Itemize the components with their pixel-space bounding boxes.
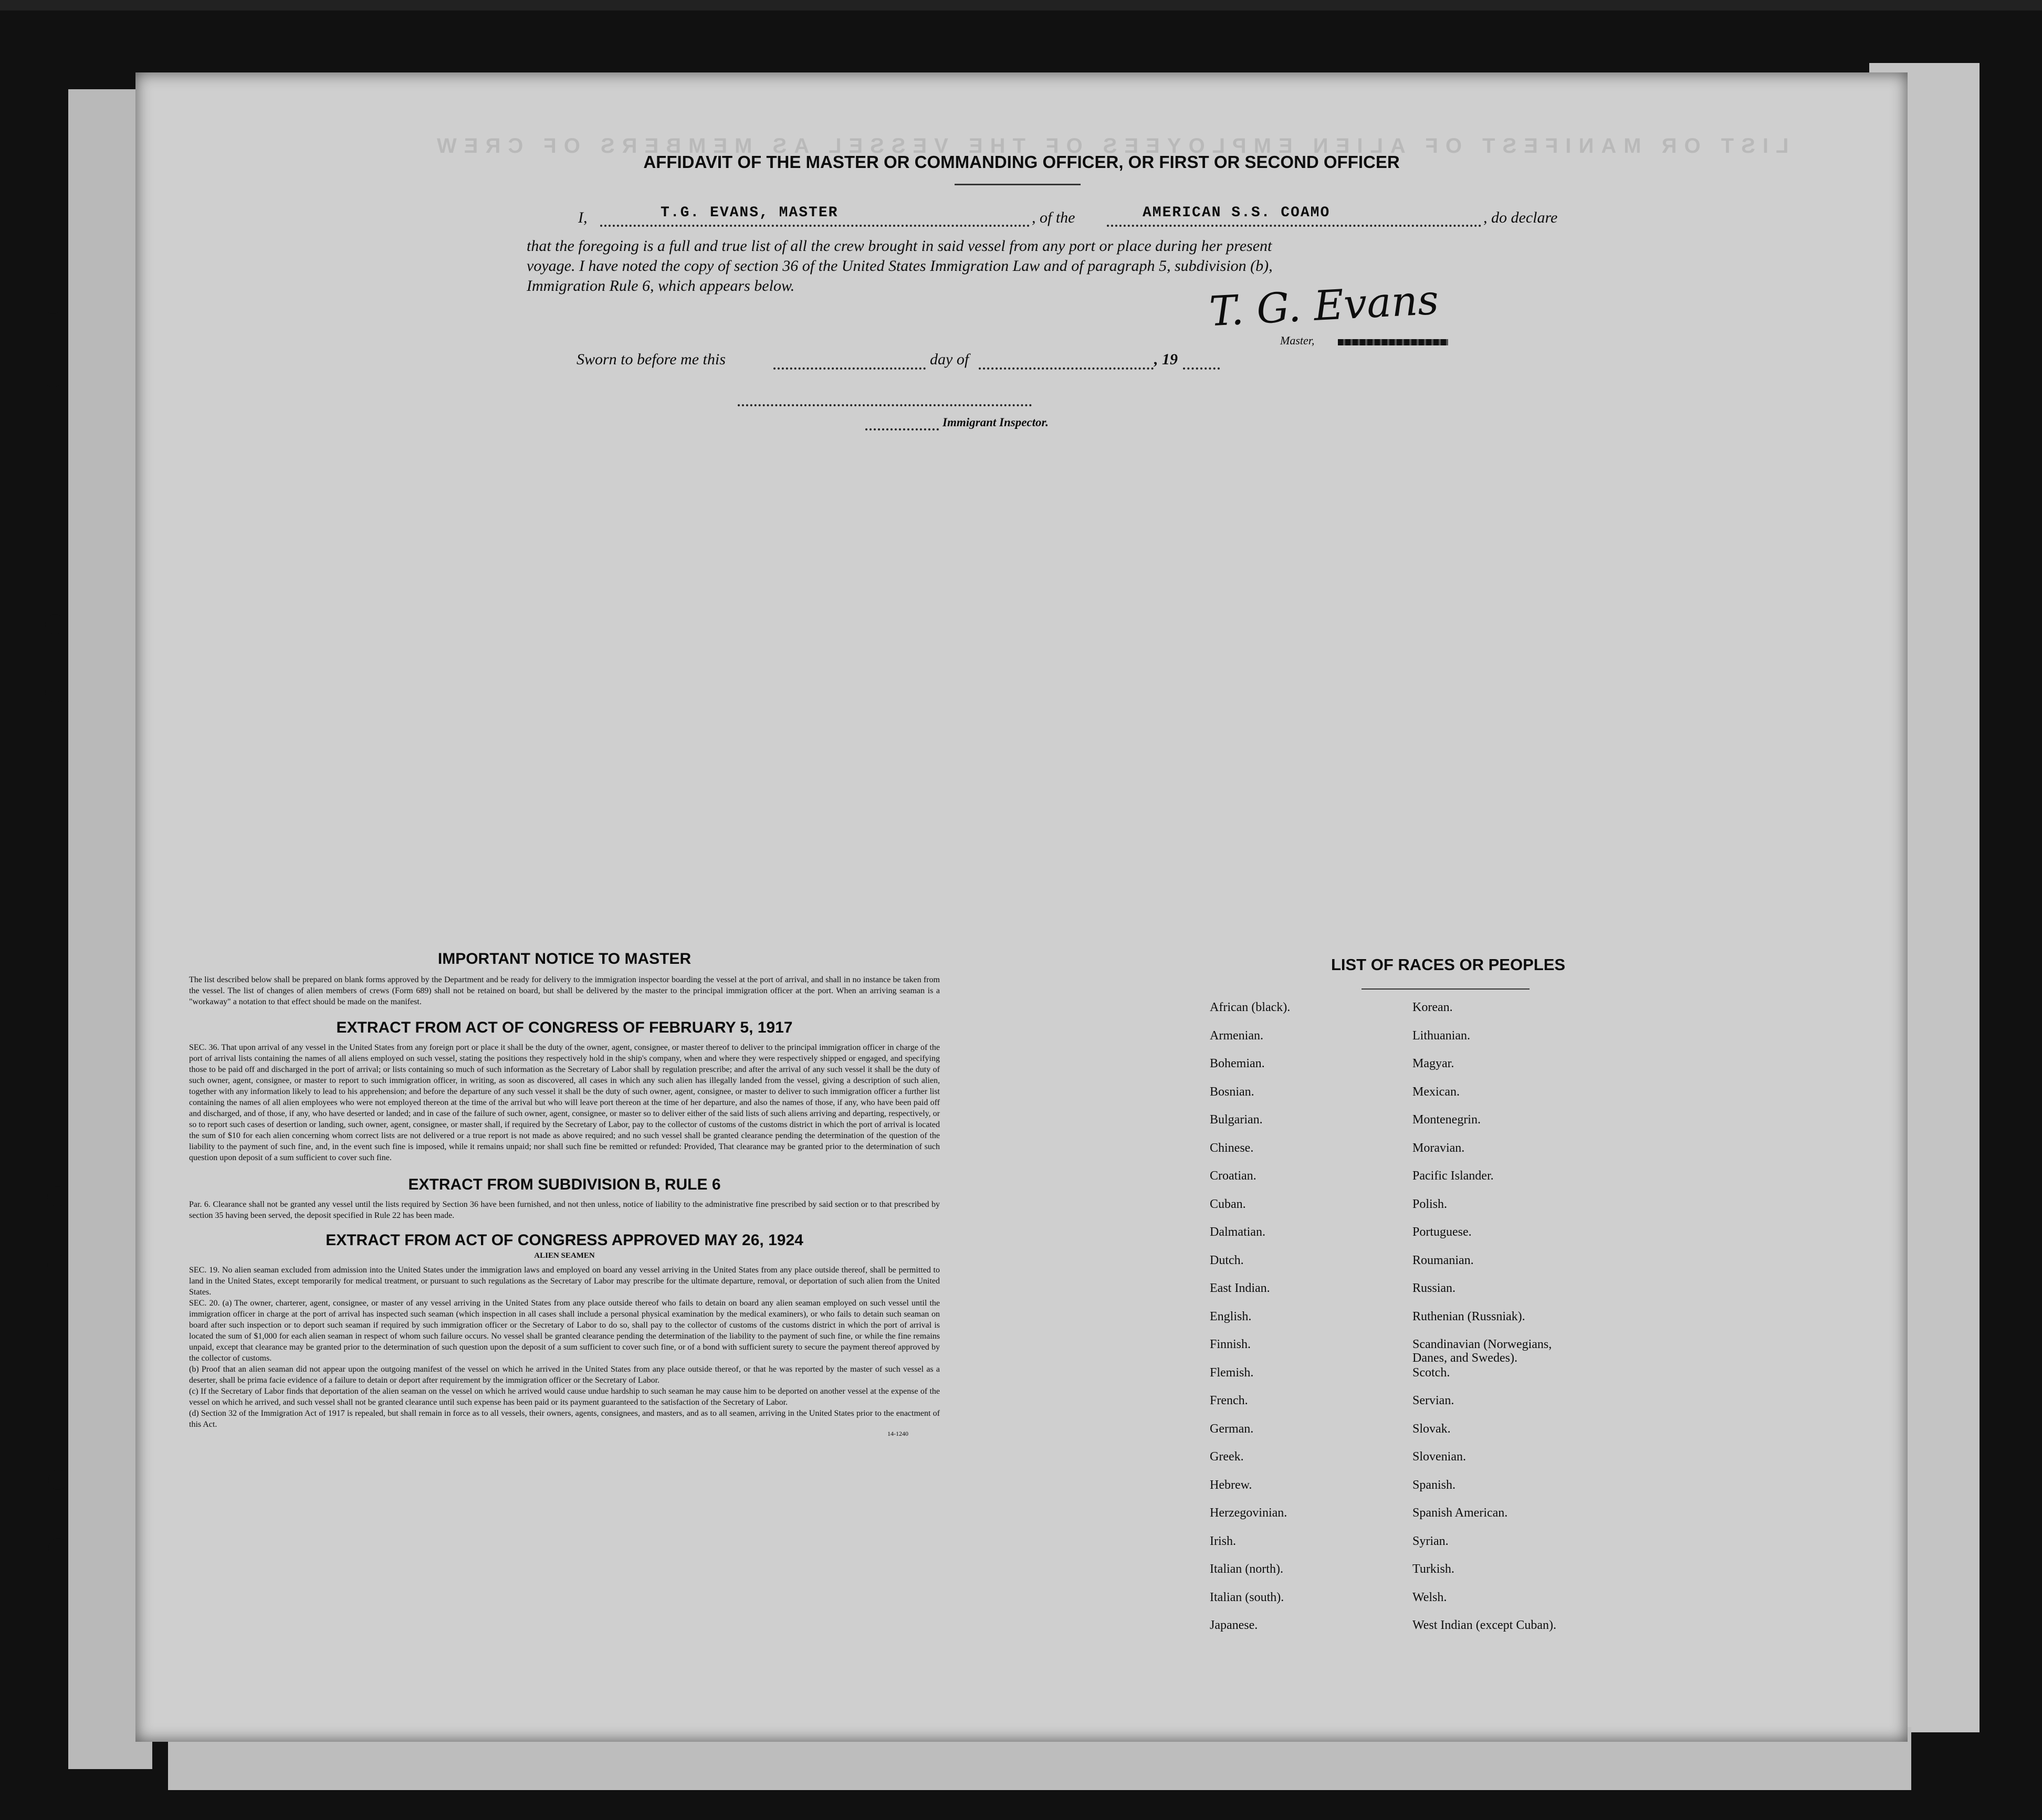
master-signature: T. G. Evans: [1208, 276, 1440, 336]
master-name-line: [600, 225, 1030, 227]
vessel-name-field: AMERICAN S.S. COAMO: [1143, 205, 1331, 221]
race-item: Moravian.: [1412, 1141, 1465, 1155]
race-item: Scandinavian (Norwegians, Danes, and Swedes).: [1412, 1338, 1552, 1365]
sworn-label: Sworn to before me this: [577, 351, 726, 368]
race-item: Bosnian.: [1210, 1085, 1254, 1099]
race-item: Montenegrin.: [1412, 1113, 1481, 1127]
races-title: LIST OF RACES OR PEOPLES: [1331, 955, 1566, 974]
legal-notices-column: [189, 950, 940, 1438]
race-item: Slovak.: [1412, 1422, 1451, 1436]
races-title-underline: [1362, 988, 1530, 990]
races-left-column: [1210, 1001, 1430, 1647]
race-item: Spanish.: [1412, 1478, 1456, 1492]
notice-body: The list described below shall be prepared on blank forms approved by the Department and be ready for delivery to the immigration inspector boarding the vessel at the port of arrival, and shall in no instance be taken from the vessel. The list of changes of alien members of crews (Form 689) shall not be retained on board, but shall be delivered by the master to the principal immigration officer at the port. When an arriving seaman is a "workaway" a notation to that effect should be made on the manifest.: [189, 975, 940, 1006]
binding-hole: [45, 682, 65, 702]
binding-hole: [43, 294, 63, 314]
extract-1917-title: EXTRACT FROM ACT OF CONGRESS OF FEBRUARY 5, 1917: [336, 1019, 793, 1036]
do-declare-label: , do declare: [1483, 209, 1558, 226]
race-item: Greek.: [1210, 1450, 1244, 1464]
inspector-prefix-line: [865, 428, 939, 430]
inspector-label: Immigrant Inspector.: [943, 416, 1049, 429]
scan-edge-top: [0, 0, 2042, 10]
binding-hole: [47, 1186, 67, 1206]
extract-1924-title: EXTRACT FROM ACT OF CONGRESS APPROVED MAY 26, 1924: [326, 1232, 803, 1249]
race-item: Servian.: [1412, 1394, 1454, 1407]
race-item: Chinese.: [1210, 1141, 1254, 1155]
affidavit-pronoun: I,: [578, 209, 588, 226]
race-item: East Indian.: [1210, 1281, 1270, 1295]
sec20c-text: (c) If the Secretary of Labor finds that deportation of the alien seaman on the vessel on which he arrived would cause undue hardship to such seaman he may cause him to be deported on another vessel at the expense of the vessel on which he arrived, and such vessel shall not be granted clearance until such expense has been paid or its payment guaranteed to the satisfaction of the Secretary of Labor.: [189, 1387, 940, 1407]
race-item: Hebrew.: [1210, 1478, 1252, 1492]
extract-1917-body: SEC. 36. That upon arrival of any vessel in the United States from any foreign port or place it shall be the duty of the owner, agent, consignee, or master thereof to deliver to the principal immigration officer in charge of the port of arrival lists containing the names of all aliens employed on such vessel, stating the positions they respectively hold in the ship's company, when and where they were respectively shipped or engaged, and specifying those to be paid off and discharged in the port of arrival; or lists containing so much of such information as the Secretary of Labor shall by regulation prescribe; and after the arrival of any such vessel it shall be the duty of such owner, agent, consignee, or master to report to such immigration officer, in writing, as soon as discovered, all cases in which any such alien has illegally landed from the vessel, giving a description of such alien, together with any information likely to lead to his apprehension; and before the departure of any such vessel it shall be the duty of such owner, agent, consignee, or master to deliver to such immigration officer a further list containing the names of all alien employees who were not employed thereon at the time of the arrival but who will leave port thereon at the time of her departure, and also the names of those, if any, who have been paid off and discharged, and of those, if any, who have deserted or landed; and in case of the failure of such owner, agent, consignee, or master so to deliver either of the said lists of such aliens arriving and departing, respectively, or so to report such cases of desertion or landing, such owner, agent, consignee, or master shall, if required by the Secretary of Labor, pay to the collector of customs of the customs district in which the port of arrival is located the sum of $10 for each alien concerning whom correct lists are not delivered or a true report is not made as above required; and no such vessel shall be granted clearance pending the determination of the question of the liability to the payment of such fine, and, in the event such fine is imposed, while it remains unpaid; nor shall such fine be remitted or refunded: Provided, That clearance may be granted prior to the determination of such question upon deposit of a sum sufficient to cover such fine.: [189, 1043, 940, 1162]
sec19-text: SEC. 19. No alien seaman excluded from admission into the United States under the immigration laws and employed on board any vessel arriving in the United States from any place outside thereof, shall be permitted to land in the United States, except temporarily for medical treatment, or pursuant to such regulations as the Secretary of Labor may prescribe for the ultimate departure, removal, or deportation of such alien from the United States.: [189, 1266, 940, 1297]
race-item: Roumanian.: [1412, 1253, 1474, 1267]
race-item: Mexican.: [1412, 1085, 1460, 1099]
race-item: Syrian.: [1412, 1534, 1449, 1548]
race-item: Japanese.: [1210, 1618, 1258, 1632]
sworn-day-line: [773, 367, 926, 370]
title-underline: [955, 184, 1081, 185]
race-item: Russian.: [1412, 1281, 1456, 1295]
race-item: Pacific Islander.: [1412, 1169, 1494, 1183]
affidavit-line-2: that the foregoing is a full and true list of all the crew brought in said vessel from any port or place during her present: [527, 237, 1272, 255]
race-item: Portuguese.: [1412, 1225, 1472, 1239]
sec20d-text: (d) Section 32 of the Immigration Act of 1917 is repealed, but shall remain in force as to all vessels, their owners, agents, consignees, and masters, and as to all seamen, arriving in the United States prior to the enactment of this Act.: [189, 1409, 940, 1429]
race-item: Spanish American.: [1412, 1506, 1508, 1520]
race-item: French.: [1210, 1394, 1248, 1407]
binding-hole: [48, 1470, 68, 1490]
signature-role: Master,: [1280, 334, 1315, 347]
race-item: Flemish.: [1210, 1365, 1254, 1380]
struck-officer-title: [1338, 339, 1448, 345]
race-item: English.: [1210, 1309, 1252, 1323]
sec20b-text: (b) Proof that an alien seaman did not appear upon the outgoing manifest of the vessel on which he arrived in the United States from any place outside thereof, or that he was reported by the master of such vessel as a deserter, shall be prima facie evidence of a failure to detain or deport after requirement by the immigration officer or the Secretary of Labor.: [189, 1365, 940, 1385]
sworn-month-line: [979, 367, 1154, 370]
affidavit-title: AFFIDAVIT OF THE MASTER OR COMMANDING OFFICER, OR FIRST OR SECOND OFFICER: [643, 152, 1400, 172]
race-item: Welsh.: [1412, 1590, 1447, 1604]
binding-hole: [43, 367, 63, 387]
day-of-label: day of: [930, 351, 969, 368]
race-item: Italian (south).: [1210, 1590, 1284, 1604]
race-item: Herzegovinian.: [1210, 1506, 1287, 1520]
race-item: Armenian.: [1210, 1028, 1263, 1043]
sec20a-text: SEC. 20. (a) The owner, charterer, agent, consignee, or master of any vessel arriving in the United States from any place outside thereof who fails to detain on board any alien seaman employed on such vessel until the immigration officer in charge at the port of arrival has inspected such seaman (which inspection in all cases shall include a personal physical examination by the medical examiners), or who fails to detain such seaman on board after such inspection or to deport such seaman if required by such immigration officer or the Secretary of Labor to do so, shall pay to the collector of customs of the customs district in which the port of arrival is located the sum of $1,000 for each alien seaman in respect of whom such failure occurs. No vessel shall be granted clearance pending the determination of the liability to the payment of such fine, or while the fine remains unpaid, except that clearance may be granted prior to the determination of such question upon the deposit of a sum sufficient to cover such fine, or of a bond with sufficient surety to secure the payment thereof approved by the collector of customs.: [189, 1299, 940, 1363]
race-item: Bohemian.: [1210, 1057, 1265, 1070]
race-item: Scotch.: [1412, 1365, 1450, 1380]
extract-1924-subtitle: ALIEN SEAMEN: [534, 1251, 595, 1260]
race-item: Dutch.: [1210, 1253, 1244, 1267]
binding-hole: [45, 614, 65, 634]
inspector-signature-line: [738, 404, 1032, 406]
sworn-year-line: [1183, 367, 1220, 370]
affidavit-line-3: voyage. I have noted the copy of section 36 of the United States Immigration Law and of paragraph 5, subdivision (b),: [527, 257, 1273, 275]
of-the-label: , of the: [1032, 209, 1075, 226]
race-item: Finnish.: [1210, 1338, 1251, 1351]
extract-rule6-body: Par. 6. Clearance shall not be granted any vessel until the lists required by Section 36 have been furnished, and not then unless, notice of liability to the administrative fine prescribed by said section or to that prescribed by section 35 having been served, the deposit specified in Rule 22 has been made.: [189, 1200, 940, 1220]
race-item: Irish.: [1210, 1534, 1236, 1548]
manifest-sheet: [135, 72, 1908, 1742]
affidavit-line-4: Immigration Rule 6, which appears below.: [527, 277, 795, 294]
year-prefix: , 19: [1154, 351, 1178, 368]
race-item: German.: [1210, 1422, 1254, 1436]
race-item: Turkish.: [1412, 1562, 1454, 1576]
bleed-through-text: LIST OR MANIFEST OF ALIEN EMPLOYEES OF THE VESSEL AS MEMBERS OF CREW: [430, 134, 1789, 157]
binding-hole: [47, 1255, 67, 1275]
race-item: Magyar.: [1412, 1057, 1454, 1070]
race-item: Slovenian.: [1412, 1450, 1466, 1464]
race-item: Dalmatian.: [1210, 1225, 1265, 1239]
race-item: Korean.: [1412, 1001, 1453, 1014]
race-item: Italian (north).: [1210, 1562, 1283, 1576]
race-item: Cuban.: [1210, 1197, 1246, 1211]
race-item: Bulgarian.: [1210, 1113, 1263, 1127]
race-item: West Indian (except Cuban).: [1412, 1618, 1556, 1632]
race-item: Lithuanian.: [1412, 1028, 1470, 1043]
form-number: 14-1240: [887, 1430, 908, 1437]
master-name-field: T.G. EVANS, MASTER: [661, 205, 839, 221]
race-item: African (black).: [1210, 1001, 1291, 1014]
vessel-name-line: [1107, 225, 1481, 227]
race-item: Croatian.: [1210, 1169, 1256, 1183]
race-item: Ruthenian (Russniak).: [1412, 1309, 1525, 1323]
extract-rule6-title: EXTRACT FROM SUBDIVISION B, RULE 6: [408, 1176, 721, 1193]
races-right-column: [1412, 1001, 1633, 1647]
binding-hole: [48, 1538, 68, 1558]
notice-title: IMPORTANT NOTICE TO MASTER: [437, 950, 692, 967]
race-item: Polish.: [1412, 1197, 1448, 1211]
